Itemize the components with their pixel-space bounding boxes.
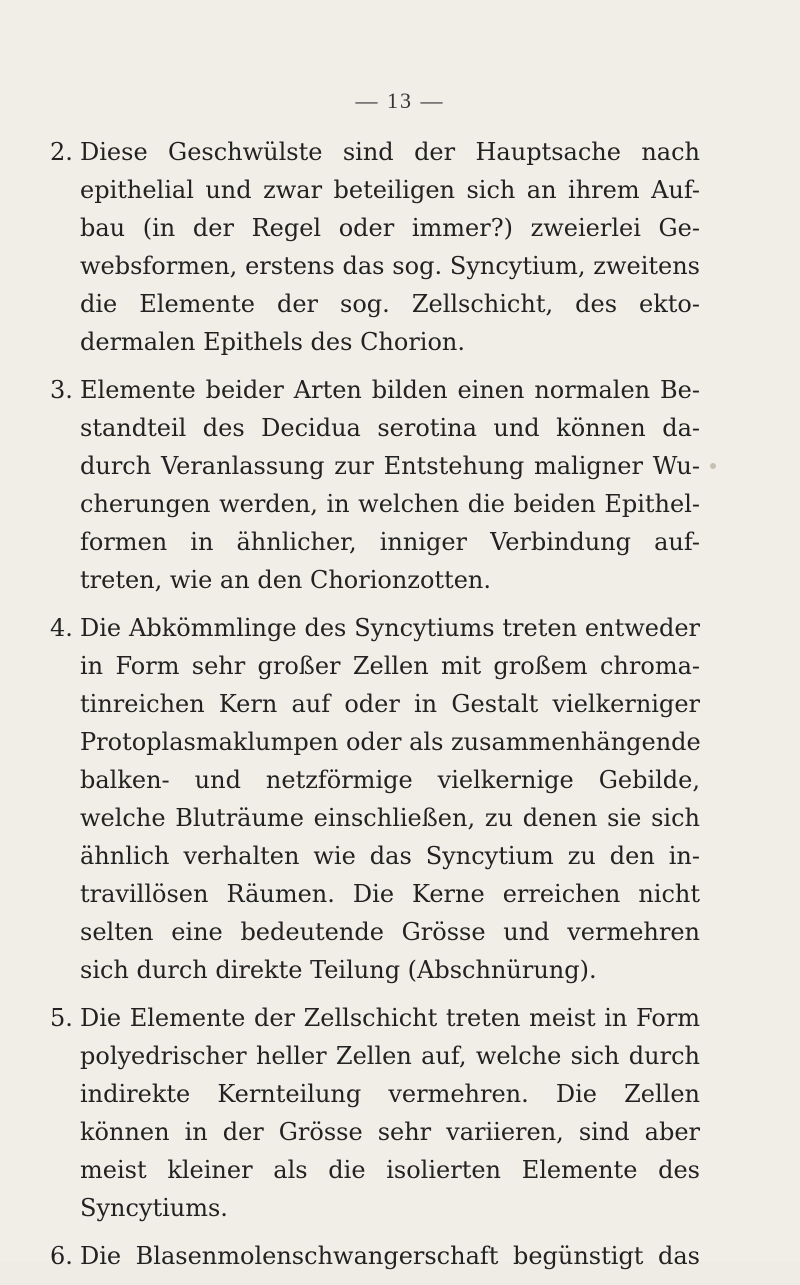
item-number: 2. (50, 138, 73, 166)
text-line (50, 951, 700, 989)
line-text: Elemente beider Arten bilden einen normalen Be- (80, 376, 700, 404)
text-line (50, 913, 700, 951)
line-text: durch Veranlassung zur Entstehung maligner Wu- (80, 452, 700, 480)
item-number: 3. (50, 376, 73, 404)
line-text: travillösen Räumen. Die Kerne erreichen nicht (80, 880, 700, 908)
ink-speck-icon (710, 463, 716, 469)
line-text: meist kleiner als die isolierten Elemente des (80, 1156, 700, 1184)
line-text: ähnlich verhalten wie das Syncytium zu den in- (80, 842, 700, 870)
line-text: Die Blasenmolenschwangerschaft begünstigt das (80, 1242, 700, 1270)
list-item-2 (50, 133, 700, 361)
text-line (50, 1113, 700, 1151)
line-text: treten, wie an den Chorionzotten. (80, 566, 491, 594)
item-number: 6. (50, 1242, 73, 1270)
line-text: tinreichen Kern auf oder in Gestalt vielkerniger (80, 690, 700, 718)
text-line (50, 323, 700, 361)
text-line (50, 171, 700, 209)
line-text: in Form sehr großer Zellen mit großem chroma- (80, 652, 700, 680)
line-text: epithelial und zwar beteiligen sich an ihrem Auf- (80, 176, 700, 204)
line-text: können in der Grösse sehr variieren, sind aber (80, 1118, 700, 1146)
text-line (50, 799, 700, 837)
text-line (50, 133, 700, 171)
line-text: polyedrischer heller Zellen auf, welche sich durch (80, 1042, 700, 1070)
text-line (50, 485, 700, 523)
line-text: sich durch direkte Teilung (Abschnürung). (80, 956, 597, 984)
item-number: 5. (50, 1004, 73, 1032)
text-line (50, 723, 700, 761)
text-line (50, 285, 700, 323)
list-item-3 (50, 371, 700, 599)
line-text: selten eine bedeutende Grösse und vermehren (80, 918, 700, 946)
line-text: Syncytiums. (80, 1194, 228, 1222)
line-text: Diese Geschwülste sind der Hauptsache nach (80, 138, 700, 166)
numbered-list (50, 133, 700, 1285)
text-line (50, 1151, 700, 1189)
text-line (50, 609, 700, 647)
text-line (50, 447, 700, 485)
line-text: bau (in der Regel oder immer?) zweierlei Ge- (80, 214, 700, 242)
line-text: standteil des Decidua serotina und können da- (80, 414, 700, 442)
list-item-4 (50, 609, 700, 989)
text-line (50, 999, 700, 1037)
line-text: websformen, erstens das sog. Syncytium, zweitens (80, 252, 700, 280)
list-item-5 (50, 999, 700, 1227)
line-text: cherungen werden, in welchen die beiden Epithel- (80, 490, 700, 518)
text-line (50, 561, 700, 599)
list-item-6 (50, 1237, 700, 1275)
line-text: welche Bluträume einschließen, zu denen sie sich (80, 804, 700, 832)
item-number: 4. (50, 614, 73, 642)
text-line (50, 761, 700, 799)
text-line (50, 1189, 700, 1227)
text-line (50, 647, 700, 685)
text-line (50, 837, 700, 875)
line-text: formen in ähnlicher, inniger Verbindung auf- (80, 528, 700, 556)
text-line (50, 1037, 700, 1075)
line-text: Die Abkömmlinge des Syncytiums treten entweder (80, 614, 700, 642)
text-line (50, 523, 700, 561)
line-text: balken- und netzförmige vielkernige Gebilde, (80, 766, 700, 794)
line-text: Die Elemente der Zellschicht treten meist in Form (80, 1004, 700, 1032)
text-line (50, 1237, 700, 1275)
text-line (50, 209, 700, 247)
text-line (50, 409, 700, 447)
line-text: Protoplasmaklumpen oder als zusammenhängende (80, 728, 701, 756)
line-text: indirekte Kernteilung vermehren. Die Zellen (80, 1080, 700, 1108)
text-line (50, 685, 700, 723)
text-line (50, 247, 700, 285)
line-text: die Elemente der sog. Zellschicht, des ekto- (80, 290, 700, 318)
text-line (50, 371, 700, 409)
line-text: dermalen Epithels des Chorion. (80, 328, 466, 356)
text-line (50, 875, 700, 913)
page-number-header: — 13 — (355, 88, 445, 113)
text-line (50, 1075, 700, 1113)
